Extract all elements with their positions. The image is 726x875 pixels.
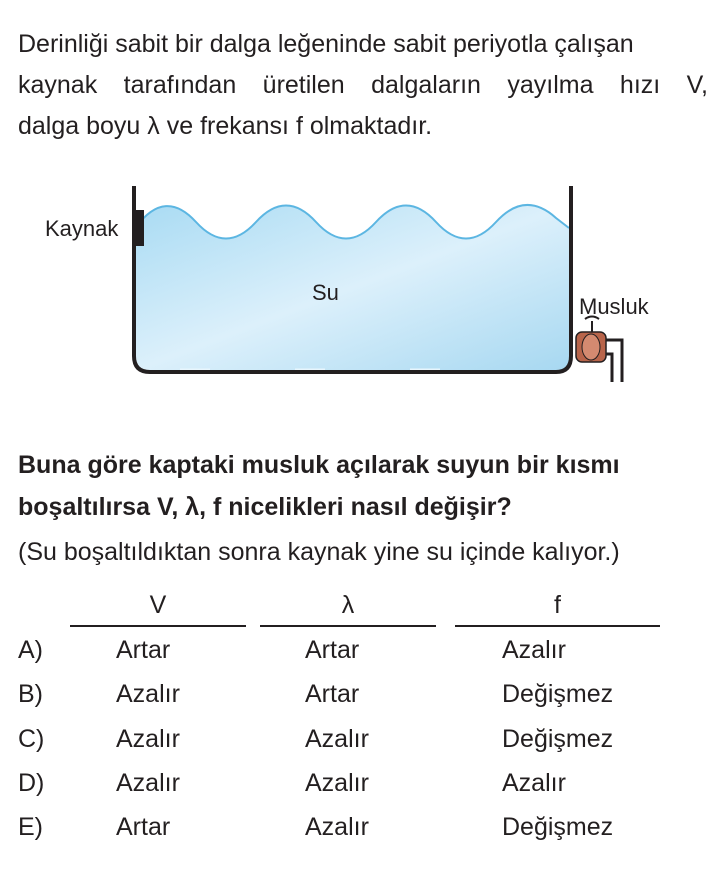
intro-line-3: dalga boyu λ ve frekansı f olmaktadır. [18, 112, 433, 140]
column-header-f: f [554, 591, 561, 619]
option-f-value: Değişmez [502, 680, 614, 708]
option-lambda-value: Artar [305, 680, 360, 708]
source-label: Kaynak [45, 216, 119, 241]
option-letter: E) [18, 813, 43, 841]
option-letter: D) [18, 769, 45, 797]
ripple-tank-illustration [0, 180, 726, 390]
intro-line-1: Derinliği sabit bir dalga leğeninde sabit periyotla çalışan [18, 30, 634, 58]
option-f-value: Azalır [502, 769, 566, 797]
answer-option-c[interactable] [0, 719, 726, 759]
option-f-value: Değişmez [502, 813, 614, 841]
column-header-lambda: λ [341, 591, 355, 619]
column-rule-f [455, 625, 660, 627]
wave-source-block [134, 210, 144, 246]
option-lambda-value: Azalır [305, 813, 369, 841]
intro-paragraph [18, 24, 708, 147]
option-v-value: Artar [116, 636, 171, 664]
option-v-value: Azalır [116, 769, 180, 797]
option-v-value: Azalır [116, 680, 180, 708]
option-v-value: Azalır [116, 725, 180, 753]
intro-line-2: kaynak tarafından üretilen dalgaların yayılma hızı V, [18, 71, 708, 99]
question-line-2: boşaltılırsa V, λ, f nicelikleri nasıl değişir? [18, 493, 512, 521]
answer-option-e[interactable] [0, 807, 726, 847]
water-body [136, 205, 569, 370]
column-rule-lambda [260, 625, 436, 627]
option-letter: B) [18, 680, 43, 708]
option-letter: A) [18, 636, 43, 664]
question-line-1: Buna göre kaptaki musluk açılarak suyun bir kısmı [18, 451, 620, 479]
option-lambda-value: Azalır [305, 769, 369, 797]
option-f-value: Azalır [502, 636, 566, 664]
ripple-tank-figure [0, 180, 726, 390]
column-header-v: V [149, 591, 167, 619]
question-note: (Su boşaltıldıktan sonra kaynak yine su içinde kalıyor.) [18, 538, 620, 566]
option-lambda-value: Azalır [305, 725, 369, 753]
option-letter: C) [18, 725, 45, 753]
water-label: Su [312, 280, 339, 305]
answer-option-a[interactable] [0, 630, 726, 670]
column-rule-v [70, 625, 246, 627]
tap-icon [576, 317, 622, 383]
answer-option-d[interactable] [0, 763, 726, 803]
option-v-value: Artar [116, 813, 171, 841]
option-f-value: Değişmez [502, 725, 614, 753]
option-lambda-value: Artar [305, 636, 360, 664]
answer-option-b[interactable] [0, 674, 726, 714]
tap-label: Musluk [579, 294, 649, 319]
question-text [18, 444, 708, 528]
